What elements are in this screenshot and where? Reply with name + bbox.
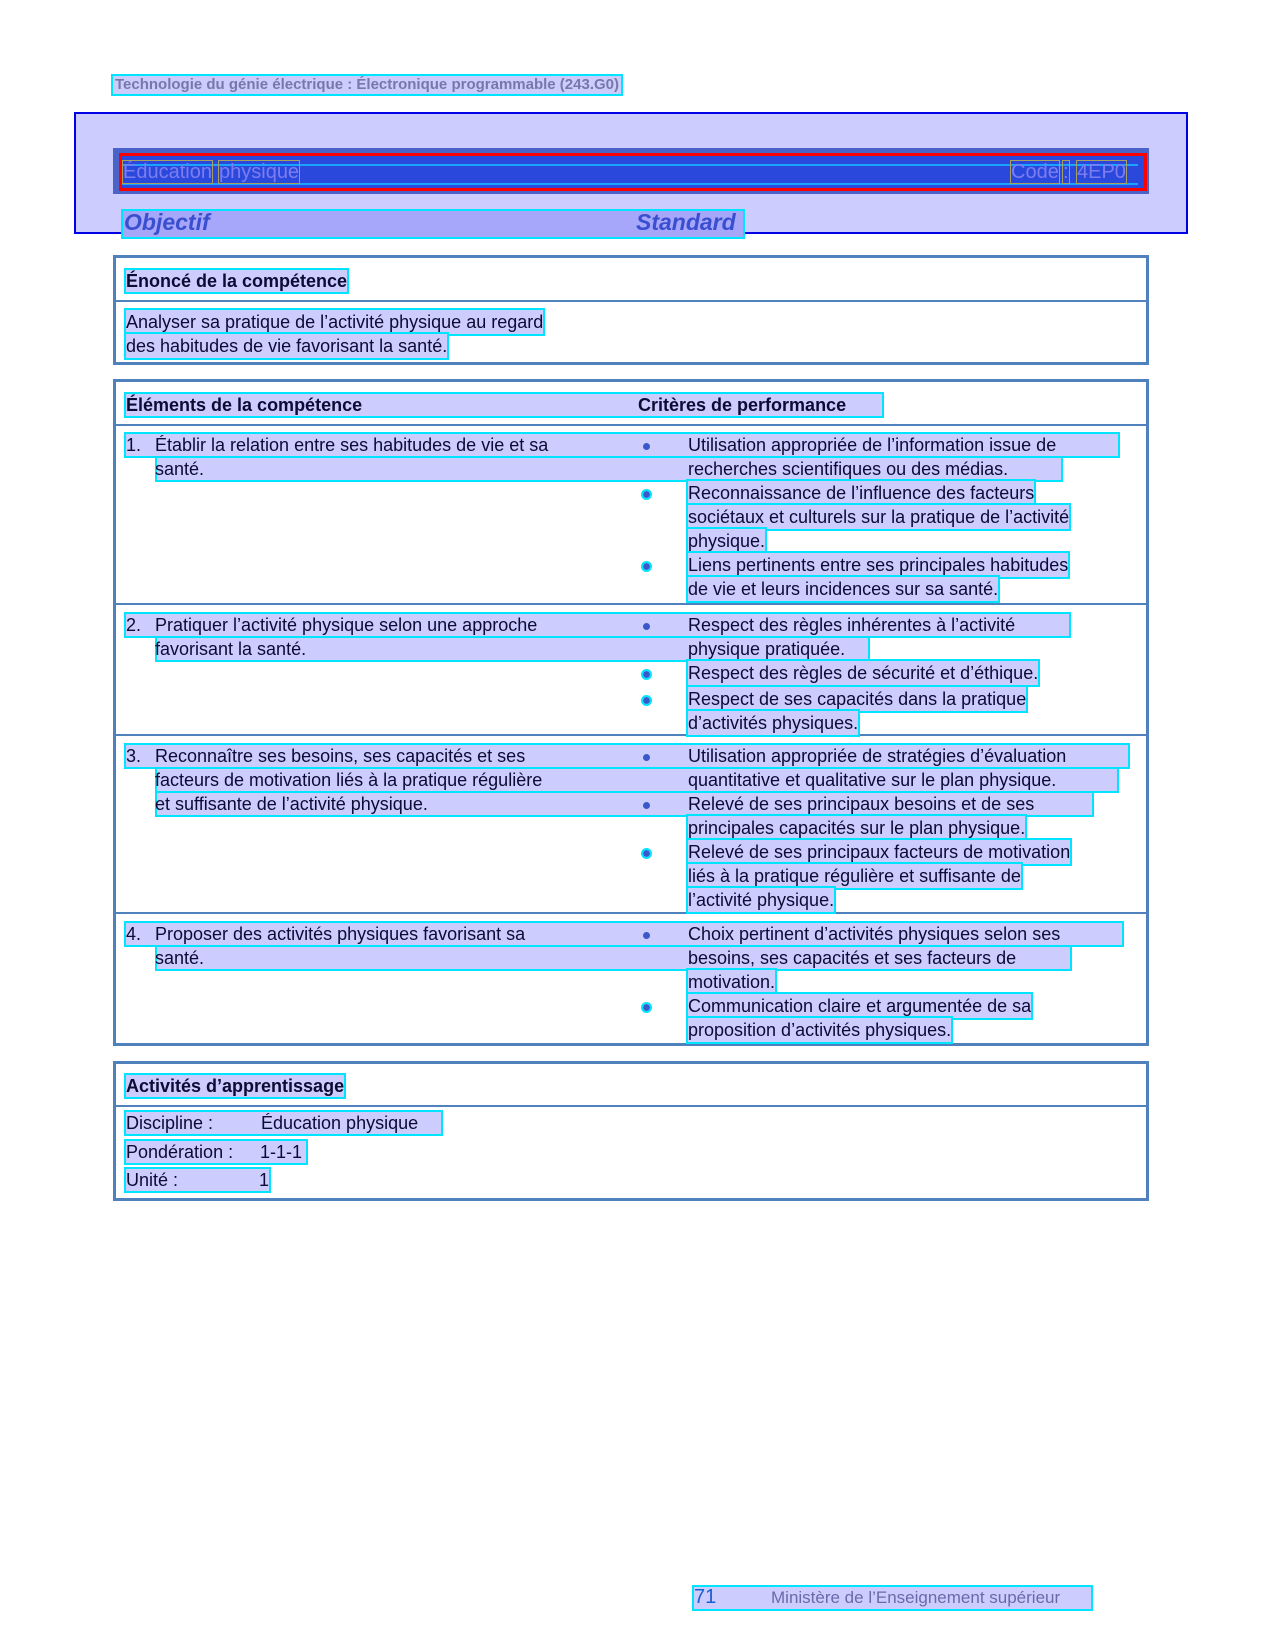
bullet-icon	[643, 850, 650, 857]
row-divider-2	[116, 734, 1146, 736]
bullet-icon	[643, 443, 650, 450]
bullet-icon	[643, 1004, 650, 1011]
element-1-line-1: Établir la relation entre ses habitudes de vie et sa	[155, 435, 549, 455]
row-divider-1	[116, 603, 1146, 605]
element-4-number: 4.	[126, 924, 142, 944]
discipline-word-2: physique	[219, 161, 300, 183]
criterion-1-2-line-3: physique.	[688, 531, 766, 551]
criterion-1-2-line-1: Reconnaissance de l’influence des facteurs	[688, 483, 1035, 503]
element-3-line-1: Reconnaître ses besoins, ses capacités et ses	[155, 746, 526, 766]
element-2-number: 2.	[126, 615, 142, 635]
code-label: Code	[1011, 161, 1059, 183]
enonce-line-1: Analyser sa pratique de l’activité physique au regard	[126, 312, 544, 332]
enonce-line-2: des habitudes de vie favorisant la santé.	[126, 336, 448, 356]
running-header: Technologie du génie électrique : Électronique programmable (243.G0)	[115, 76, 619, 93]
criterion-3-1-line-2: quantitative et qualitative sur le plan physique.	[688, 770, 1057, 790]
discipline-word-1: Éducation	[123, 161, 212, 183]
activites-heading: Activités d’apprentissage	[126, 1076, 345, 1096]
objectif-label: Objectif	[124, 209, 210, 235]
criterion-1-3-line-1: Liens pertinents entre ses principales habitudes	[688, 555, 1069, 575]
criterion-2-3-line-2: d’activités physiques.	[688, 713, 859, 733]
criterion-4-1-line-1: Choix pertinent d’activités physiques selon ses	[688, 924, 1061, 944]
criterion-4-1-line-3: motivation.	[688, 972, 776, 992]
criterion-1-2-line-2: sociétaux et culturels sur la pratique de l’activité	[688, 507, 1070, 527]
element-1-number: 1.	[126, 435, 142, 455]
page-number: 71	[694, 1586, 717, 1608]
criterion-1-3-line-2: de vie et leurs incidences sur sa santé.	[688, 579, 999, 599]
criterion-2-1-line-1: Respect des règles inhérentes à l’activité	[688, 615, 1016, 635]
element-4-line-2: santé.	[155, 948, 205, 968]
enonce-heading: Énoncé de la compétence	[126, 271, 348, 291]
standard-label: Standard	[636, 209, 736, 235]
criterion-2-3-line-1: Respect de ses capacités dans la pratique	[688, 689, 1027, 709]
bullet-icon	[643, 754, 650, 761]
bullet-icon	[643, 491, 650, 498]
element-1-line-2: santé.	[155, 459, 205, 479]
activites-divider	[116, 1105, 1146, 1107]
criterion-1-1-line-2: recherches scientifiques ou des médias.	[688, 459, 1009, 479]
criterion-3-1-line-1: Utilisation appropriée de stratégies d’évaluation	[688, 746, 1067, 766]
element-3-line-3: et suffisante de l’activité physique.	[155, 794, 428, 814]
element-2-line-2: favorisant la santé.	[155, 639, 307, 659]
bullet-icon	[643, 563, 650, 570]
bullet-icon	[643, 932, 650, 939]
criterion-1-1-line-1: Utilisation appropriée de l’information issue de	[688, 435, 1057, 455]
table-header-divider	[116, 424, 1146, 426]
element-4-line-1: Proposer des activités physiques favorisant sa	[155, 924, 526, 944]
unite-value: 1	[259, 1170, 270, 1190]
code-separator: :	[1063, 161, 1069, 183]
discipline-label: Discipline :	[126, 1113, 214, 1133]
element-2-line-1: Pratiquer l’activité physique selon une approche	[155, 615, 538, 635]
criterion-3-3-line-2: liés à la pratique régulière et suffisante de	[688, 866, 1021, 886]
criterion-3-3-line-1: Relevé de ses principaux facteurs de motivation	[688, 842, 1071, 862]
bullet-icon	[643, 623, 650, 630]
col-header-criteres: Critères de performance	[638, 395, 847, 415]
criterion-4-2-line-2: proposition d’activités physiques.	[688, 1020, 952, 1040]
criterion-4-1-line-2: besoins, ses capacités et ses facteurs de	[688, 948, 1017, 968]
ponderation-label: Pondération :	[126, 1142, 234, 1162]
criterion-3-2-line-2: principales capacités sur le plan physique.	[688, 818, 1026, 838]
criterion-3-2-line-1: Relevé de ses principaux besoins et de ses	[688, 794, 1035, 814]
bullet-icon	[643, 697, 650, 704]
bullet-icon	[643, 671, 650, 678]
element-3-line-2: facteurs de motivation liés à la pratique régulière	[155, 770, 543, 790]
enonce-divider	[116, 300, 1146, 302]
unite-label: Unité :	[126, 1170, 179, 1190]
discipline-value: Éducation physique	[261, 1113, 419, 1133]
criterion-4-2-line-1: Communication claire et argumentée de sa	[688, 996, 1032, 1016]
code-value: 4EP0	[1077, 161, 1126, 183]
criterion-3-3-line-3: l’activité physique.	[688, 890, 835, 910]
criterion-2-1-line-2: physique pratiquée.	[688, 639, 846, 659]
row-divider-3	[116, 912, 1146, 914]
col-header-elements: Éléments de la compétence	[126, 395, 363, 415]
criterion-2-2-line-1: Respect des règles de sécurité et d’éthique.	[688, 663, 1039, 683]
bullet-icon	[643, 802, 650, 809]
footer-ministry: Ministère de l’Enseignement supérieur	[771, 1588, 1061, 1607]
ponderation-value: 1-1-1	[260, 1142, 303, 1162]
element-3-number: 3.	[126, 746, 142, 766]
